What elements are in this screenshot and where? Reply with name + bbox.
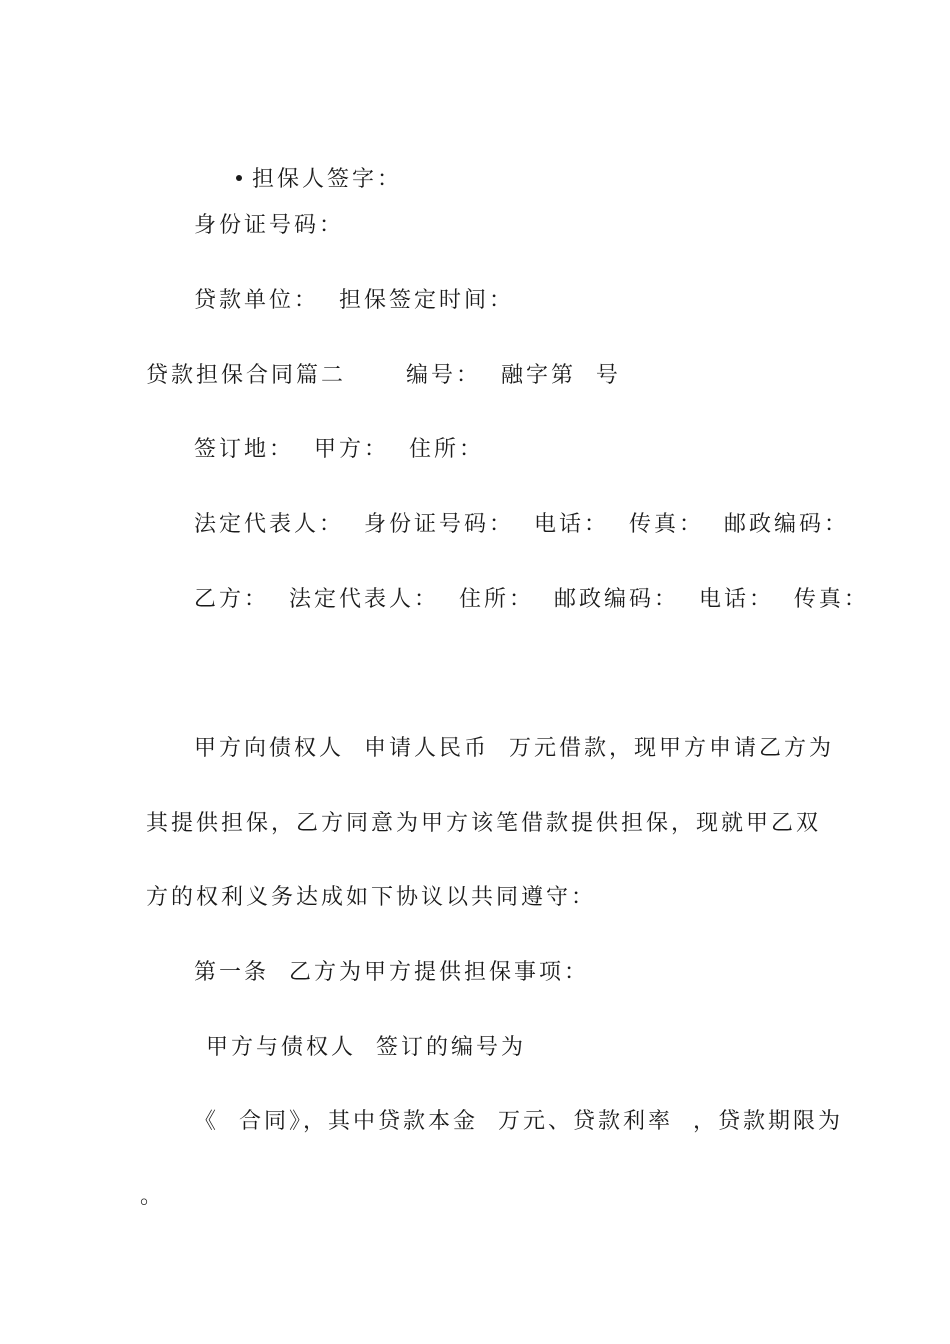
loan-unit-line: 贷款单位： 担保签定时间： xyxy=(194,288,514,313)
id-number-line: 身份证号码： xyxy=(194,213,345,238)
body-paragraph-line-1: 甲方向债权人 申请人民币 万元借款，现甲方申请乙方为 xyxy=(194,736,834,761)
guarantor-signature-text: 担保人签字： xyxy=(251,167,402,192)
bullet-icon xyxy=(236,175,242,181)
article-one-line-3: 。 xyxy=(140,1184,166,1209)
body-paragraph-line-2: 其提供担保，乙方同意为甲方该笔借款提供担保，现就甲乙双 xyxy=(146,811,822,836)
guarantor-signature-line xyxy=(196,138,402,222)
signing-place-line: 签订地： 甲方： 住所： xyxy=(194,437,484,462)
contract-title-line: 贷款担保合同篇二 编号： 融字第 号 xyxy=(146,363,621,388)
party-a-details-line: 法定代表人： 身份证号码： 电话： 传真： 邮政编码： xyxy=(194,512,849,537)
article-one-heading: 第一条 乙方为甲方提供担保事项： xyxy=(194,960,589,985)
article-one-line-2: 《 合同》，其中贷款本金 万元、贷款利率 ，贷款期限为 xyxy=(194,1109,843,1134)
article-one-line-1: 甲方与债权人 签订的编号为 xyxy=(206,1035,526,1060)
party-b-details-line: 乙方： 法定代表人： 住所： 邮政编码： 电话： 传真： xyxy=(194,587,869,612)
body-paragraph-line-3: 方的权利义务达成如下协议以共同遵守： xyxy=(146,885,597,910)
